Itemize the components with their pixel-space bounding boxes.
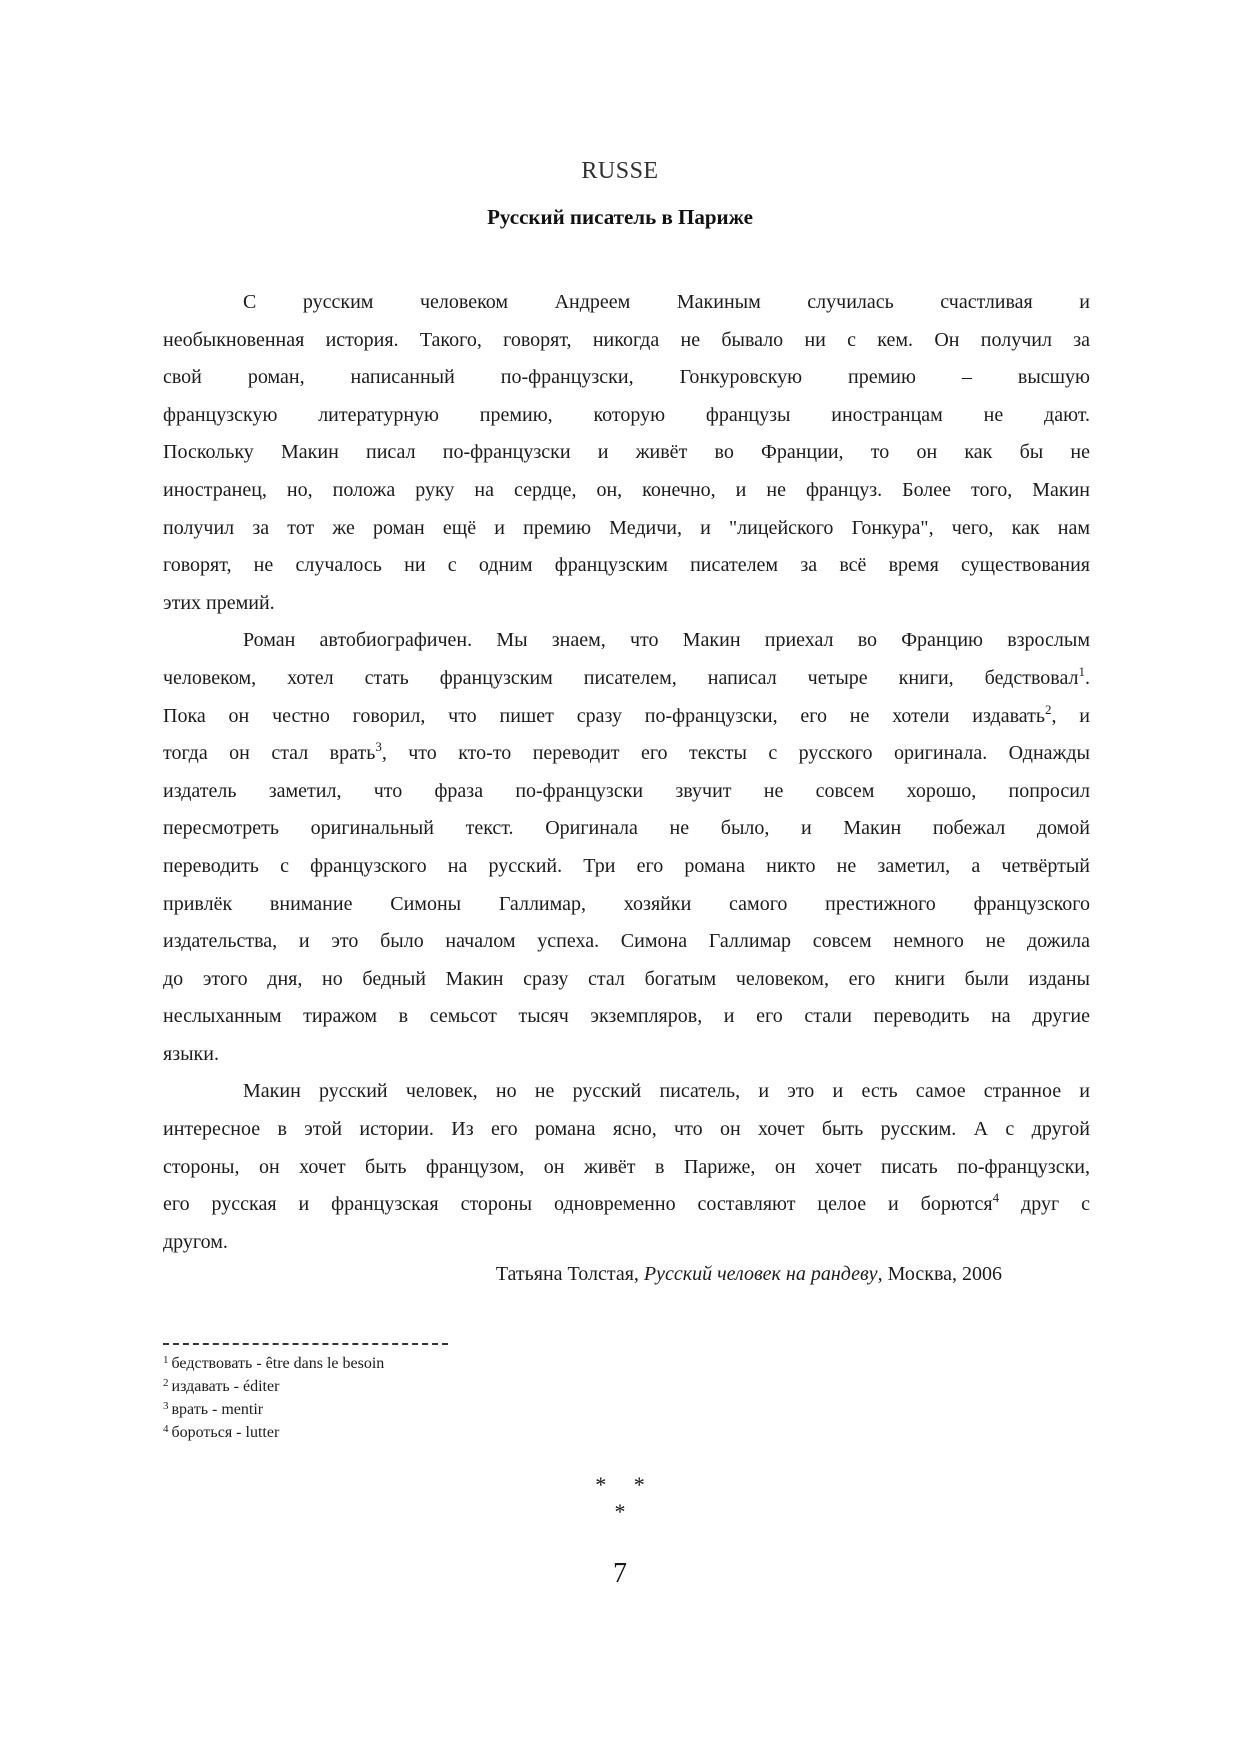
text-line: стороны, он хочет быть французом, он живёт в Париже, он хочет писать по-французски, — [163, 1155, 1090, 1178]
text-line: языки. — [163, 1042, 219, 1065]
text-line: Поскольку Макин писал по-французски и живёт во Франции, то он как бы не — [163, 441, 1090, 464]
footnote: $^3$ врать - mentir — [163, 1400, 264, 1418]
text-line: пересмотреть оригинальный текст. Оригинала не было, и Макин побежал домой — [163, 817, 1090, 840]
text-line: получил за тот же роман ещё и премию Медичи, и "лицейского Гонкура", чего, как нам — [163, 516, 1090, 539]
footnotes-block — [163, 1352, 943, 1444]
page-number: 7 — [613, 1558, 627, 1589]
text-line: Макин русский человек, но не русский писатель, и это и есть самое странное и — [243, 1080, 1090, 1103]
footnote-number: 4 — [163, 1423, 169, 1435]
text-line: этих премий. — [163, 591, 275, 614]
text-line: неслыханным тиражом в семьсот тысяч экземпляров, и его стали переводить на другие — [163, 1005, 1090, 1028]
text-line: интересное в этой истории. Из его романа ясно, что он хочет быть русским. А с другой — [163, 1118, 1090, 1141]
text-line: его русская и французская стороны одновременно составляют целое и борются$^4$ друг с — [163, 1190, 1090, 1216]
text-line: тогда он стал врать$^3$, что кто-то переводит его тексты с русского оригинала. Однажды — [163, 739, 1090, 765]
text-line: привлёк внимание Симоны Галлимар, хозяйки самого престижного французского — [163, 892, 1090, 915]
text-line: издатель заметил, что фраза по-французски звучит не совсем хорошо, попросил — [163, 779, 1090, 802]
footnote-number: 2 — [163, 1377, 169, 1389]
text-line: иностранец, но, положа руку на сердце, он, конечно, и не француз. Более того, Макин — [163, 478, 1090, 501]
text-line: человеком, хотел стать французским писателем, написал четыре книги, бедствовал$^1$. — [163, 663, 1090, 689]
text-line: издательства, и это было началом успеха. Симона Галлимар совсем немного не дожила — [163, 930, 1090, 953]
page-header: RUSSE — [581, 158, 659, 184]
attribution-line: Татьяна Толстая, Русский человек на рандеву, Москва, 2006 — [495, 1263, 1002, 1285]
text-line: до этого дня, но бедный Макин сразу стал богатым человеком, его книги были изданы — [163, 967, 1090, 990]
text-line: говорят, не случалось ни с одним французским писателем за всё время существования — [163, 554, 1090, 577]
text-line: необыкновенная история. Такого, говорят, никогда не бывало ни с кем. Он получил за — [163, 328, 1090, 351]
footnote-number: 3 — [163, 1400, 169, 1412]
text-line: Роман автобиографичен. Мы знаем, что Макин приехал во Францию взрослым — [243, 629, 1090, 652]
footnote-number: 1 — [163, 1354, 169, 1366]
footnote: $^4$ бороться - lutter — [163, 1423, 280, 1441]
text-line: С русским человеком Андреем Макиным случилась счастливая и — [243, 291, 1090, 313]
article-title: Русский писатель в Париже — [487, 205, 753, 229]
footnote: $^1$ бедствовать - être dans le besoin — [163, 1354, 385, 1372]
text-line: переводить с французского на русский. Три его романа никто не заметил, а четвёртый — [163, 854, 1090, 877]
text-line: Пока он честно говорил, что пишет сразу по-французски, его не хотели издавать$^2$, и — [163, 701, 1091, 727]
text-line: свой роман, написанный по-французски, Гонкуровскую премию – высшую — [163, 366, 1090, 389]
section-separator-asterisks-top: * * — [595, 1472, 645, 1497]
footnote-separator — [163, 1343, 448, 1345]
text-line: другом. — [163, 1230, 228, 1253]
text-line: французскую литературную премию, которую французы иностранцам не дают. — [163, 403, 1090, 426]
footnote: $^2$ издавать - éditer — [163, 1377, 280, 1395]
article-body — [163, 284, 1090, 1261]
section-separator-asterisk-bottom: * — [614, 1499, 626, 1524]
